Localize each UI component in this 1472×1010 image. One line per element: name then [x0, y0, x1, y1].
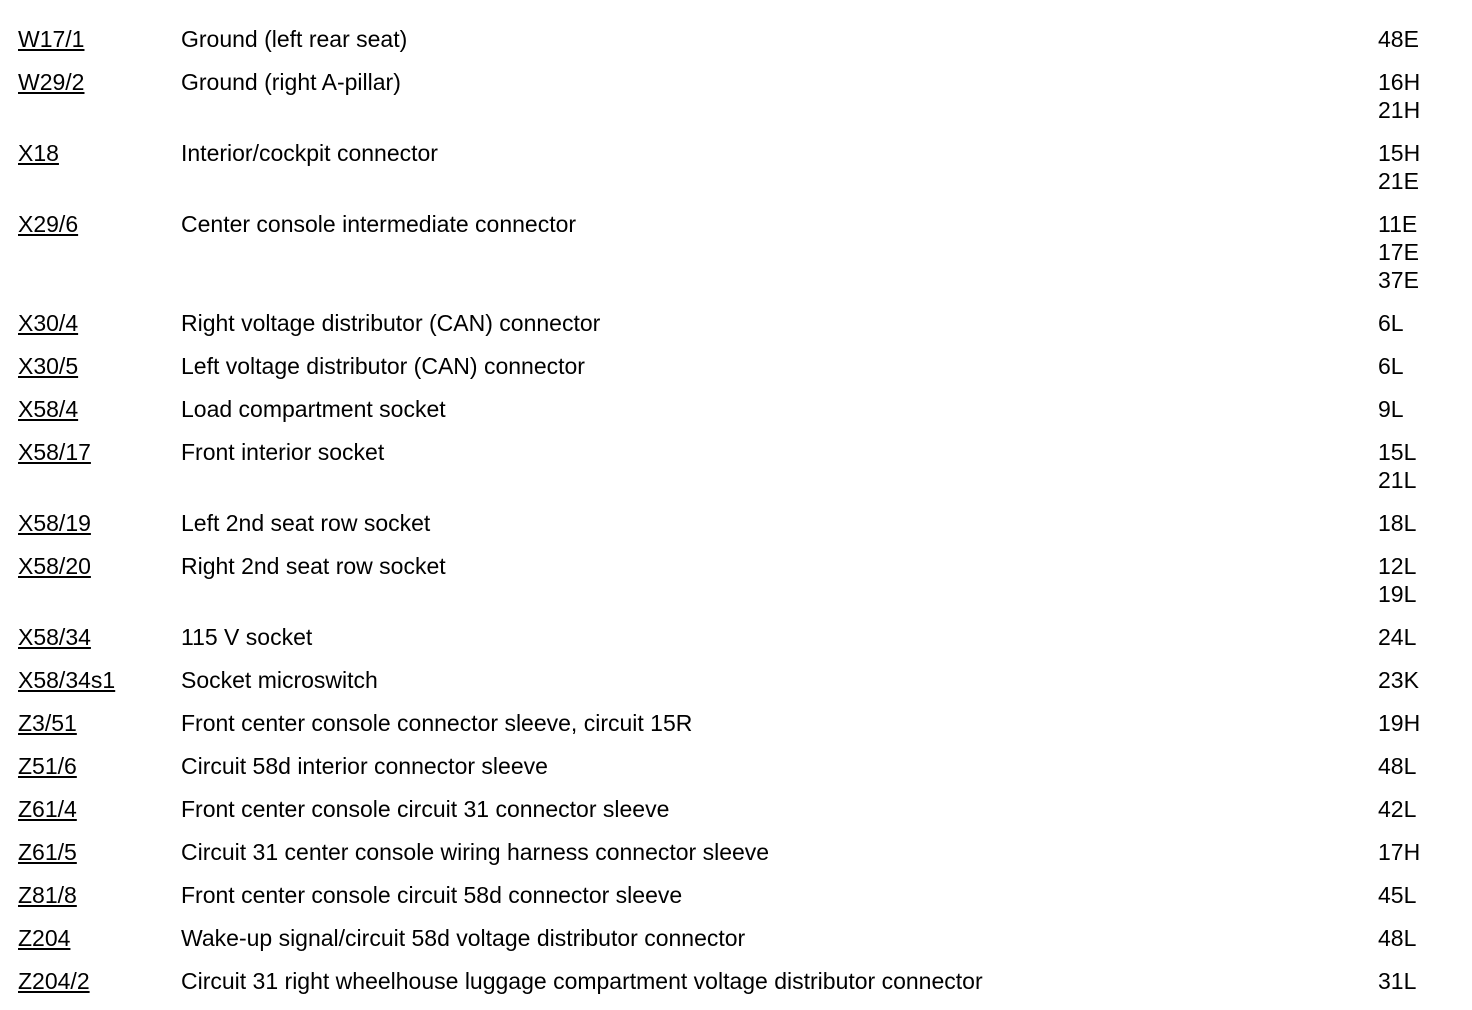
grid-locations	[1378, 881, 1458, 909]
list-item	[18, 709, 1458, 737]
grid-location: 42L	[1378, 796, 1417, 822]
grid-locations	[1378, 552, 1458, 608]
component-list	[18, 25, 1458, 1010]
component-code-cell	[18, 666, 181, 694]
component-code-cell	[18, 838, 181, 866]
grid-location: 21H	[1378, 97, 1421, 123]
component-description: Circuit 31 center console wiring harness connector sleeve	[181, 839, 770, 865]
component-code-link[interactable]: X58/19	[18, 510, 91, 536]
component-description: Front interior socket	[181, 439, 385, 465]
component-code-cell	[18, 352, 181, 380]
component-code-link[interactable]: X58/4	[18, 396, 79, 422]
component-code-link[interactable]: W17/1	[18, 26, 85, 52]
grid-locations	[1378, 795, 1458, 823]
grid-location: 21E	[1378, 168, 1419, 194]
grid-location: 9L	[1378, 396, 1404, 422]
grid-location: 24L	[1378, 624, 1417, 650]
grid-location: 6L	[1378, 353, 1404, 379]
component-code-cell	[18, 924, 181, 952]
grid-location: 12L	[1378, 553, 1417, 579]
list-item	[18, 309, 1458, 337]
component-code-cell	[18, 139, 181, 167]
component-code-link[interactable]: X18	[18, 140, 59, 166]
component-description: 115 V socket	[181, 624, 313, 650]
component-description: Ground (right A-pillar)	[181, 69, 401, 95]
grid-location: 15H	[1378, 140, 1421, 166]
grid-locations	[1378, 395, 1458, 423]
component-description: Socket microswitch	[181, 667, 378, 693]
list-item	[18, 838, 1458, 866]
list-item	[18, 967, 1458, 995]
grid-locations	[1378, 967, 1458, 995]
component-code-cell	[18, 552, 181, 580]
grid-locations	[1378, 438, 1458, 494]
grid-location: 19L	[1378, 581, 1417, 607]
list-item	[18, 210, 1458, 294]
grid-locations	[1378, 838, 1458, 866]
list-item	[18, 881, 1458, 909]
grid-location: 11E	[1378, 211, 1418, 237]
component-code-cell	[18, 395, 181, 423]
component-code-cell	[18, 752, 181, 780]
list-item	[18, 924, 1458, 952]
component-code-cell	[18, 509, 181, 537]
grid-location: 18L	[1378, 510, 1417, 536]
component-code-cell	[18, 438, 181, 466]
grid-locations	[1378, 666, 1458, 694]
component-code-link[interactable]: Z81/8	[18, 882, 77, 908]
component-description: Left voltage distributor (CAN) connector	[181, 353, 585, 379]
grid-location: 45L	[1378, 882, 1417, 908]
component-description: Ground (left rear seat)	[181, 26, 408, 52]
component-code-cell	[18, 795, 181, 823]
grid-location: 16H	[1378, 69, 1421, 95]
list-item	[18, 352, 1458, 380]
component-code-link[interactable]: X29/6	[18, 211, 79, 237]
component-code-cell	[18, 309, 181, 337]
component-description: Interior/cockpit connector	[181, 140, 438, 166]
grid-location: 37E	[1378, 267, 1419, 293]
grid-location: 48E	[1378, 26, 1419, 52]
grid-location: 31L	[1378, 968, 1417, 994]
list-item	[18, 438, 1458, 494]
grid-location: 17H	[1378, 839, 1421, 865]
component-code-cell	[18, 967, 181, 995]
component-code-cell	[18, 623, 181, 651]
component-code-cell	[18, 68, 181, 96]
component-description: Circuit 58d interior connector sleeve	[181, 753, 548, 779]
component-code-link[interactable]: X58/34	[18, 624, 91, 650]
grid-location: 15L	[1378, 439, 1417, 465]
component-code-link[interactable]: W29/2	[18, 69, 85, 95]
list-item	[18, 509, 1458, 537]
component-description: Right 2nd seat row socket	[181, 553, 446, 579]
grid-locations	[1378, 623, 1458, 651]
component-description: Center console intermediate connector	[181, 211, 577, 237]
grid-location: 19H	[1378, 710, 1421, 736]
component-code-link[interactable]: X30/5	[18, 353, 79, 379]
component-code-link[interactable]: Z204/2	[18, 968, 90, 994]
list-item	[18, 752, 1458, 780]
grid-locations	[1378, 139, 1458, 195]
component-description: Circuit 31 right wheelhouse luggage compartment voltage distributor connector	[181, 968, 983, 994]
component-description: Front center console circuit 31 connector sleeve	[181, 796, 670, 822]
component-code-link[interactable]: Z3/51	[18, 710, 77, 736]
component-code-cell	[18, 25, 181, 53]
component-description: Front center console connector sleeve, circuit 15R	[181, 710, 693, 736]
list-item	[18, 623, 1458, 651]
grid-location: 6L	[1378, 310, 1404, 336]
list-item	[18, 666, 1458, 694]
component-description: Wake-up signal/circuit 58d voltage distributor connector	[181, 925, 746, 951]
component-code-cell	[18, 210, 181, 238]
grid-locations	[1378, 210, 1458, 294]
grid-location: 48L	[1378, 753, 1417, 779]
list-item	[18, 795, 1458, 823]
component-description: Left 2nd seat row socket	[181, 510, 431, 536]
component-code-link[interactable]: Z204	[18, 925, 71, 951]
component-description: Front center console circuit 58d connector sleeve	[181, 882, 683, 908]
list-item	[18, 552, 1458, 608]
grid-locations	[1378, 509, 1458, 537]
grid-location: 17E	[1378, 239, 1419, 265]
grid-location: 21L	[1378, 467, 1417, 493]
list-item	[18, 139, 1458, 195]
component-description: Right voltage distributor (CAN) connector	[181, 310, 601, 336]
list-item	[18, 25, 1458, 53]
component-code-cell	[18, 709, 181, 737]
component-code-cell	[18, 881, 181, 909]
list-item	[18, 395, 1458, 423]
component-code-link[interactable]: Z61/5	[18, 839, 77, 865]
grid-locations	[1378, 68, 1458, 124]
component-code-link[interactable]: Z61/4	[18, 796, 77, 822]
component-code-link[interactable]: X58/34s1	[18, 667, 116, 693]
component-code-link[interactable]: Z51/6	[18, 753, 77, 779]
grid-locations	[1378, 752, 1458, 780]
grid-locations	[1378, 25, 1458, 53]
grid-locations	[1378, 924, 1458, 952]
component-code-link[interactable]: X58/17	[18, 439, 91, 465]
component-description: Load compartment socket	[181, 396, 446, 422]
grid-location: 48L	[1378, 925, 1417, 951]
grid-locations	[1378, 709, 1458, 737]
list-item	[18, 68, 1458, 124]
component-code-link[interactable]: X30/4	[18, 310, 79, 336]
grid-locations	[1378, 309, 1458, 337]
grid-location: 23K	[1378, 667, 1419, 693]
component-code-link[interactable]: X58/20	[18, 553, 91, 579]
grid-locations	[1378, 352, 1458, 380]
